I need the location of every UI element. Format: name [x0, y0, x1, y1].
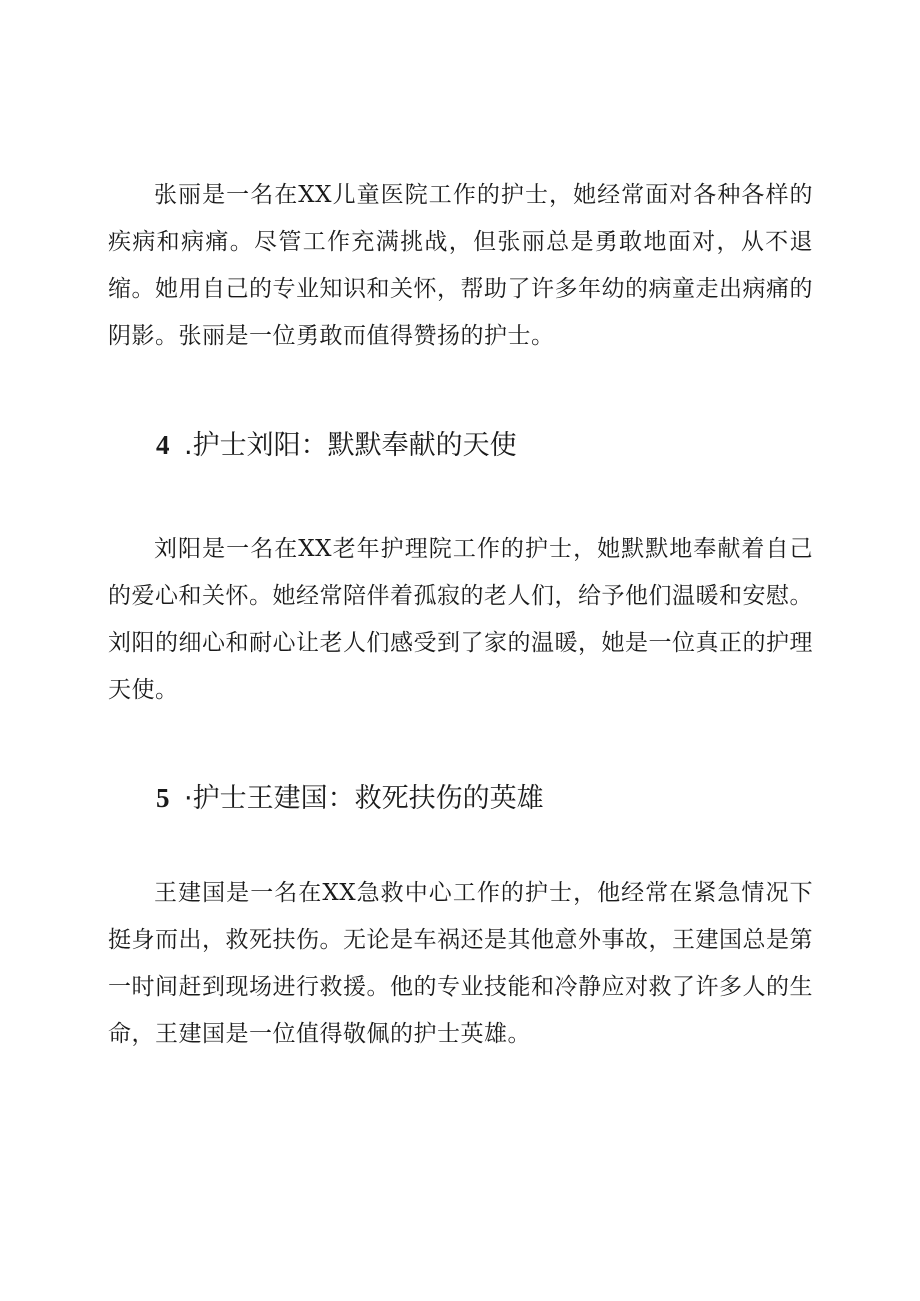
paragraph-wangjianguo: 王建国是一名在XX急救中心工作的护士，他经常在紧急情况下挺身而出，救死扶伤。无论是车祸还是其他意外事故，王建国总是第一时间赶到现场进行救援。他的专业技能和冷静应对救了许多人的生命，王建国是一位值得敬佩的护士英雄。: [108, 880, 813, 1047]
section-5-title: ·护士王建国：救死扶伤的英雄: [184, 783, 544, 814]
section-4-title: .护士刘阳：默默奉献的天使: [184, 430, 517, 461]
paragraph-liuyang: 刘阳是一名在XX老年护理院工作的护士，她默默地奉献着自己的爱心和关怀。她经常陪伴着孤寂的老人们，给予他们温暖和安慰。刘阳的细心和耐心让老人们感受到了家的温暖，她是一位真正的护理天使。: [108, 536, 813, 703]
section-5-heading: [156, 780, 544, 817]
section-4-number: 4: [156, 430, 170, 460]
paragraph-zhangli: 张丽是一名在XX儿童医院工作的护士，她经常面对各种各样的疾病和病痛。尽管工作充满挑战，但张丽总是勇敢地面对，从不退缩。她用自己的专业知识和关怀，帮助了许多年幼的病童走出病痛的阴影。张丽是一位勇敢而值得赞扬的护士。: [108, 182, 813, 349]
section-5-number: 5: [156, 783, 170, 813]
section-4-heading: [156, 427, 517, 464]
